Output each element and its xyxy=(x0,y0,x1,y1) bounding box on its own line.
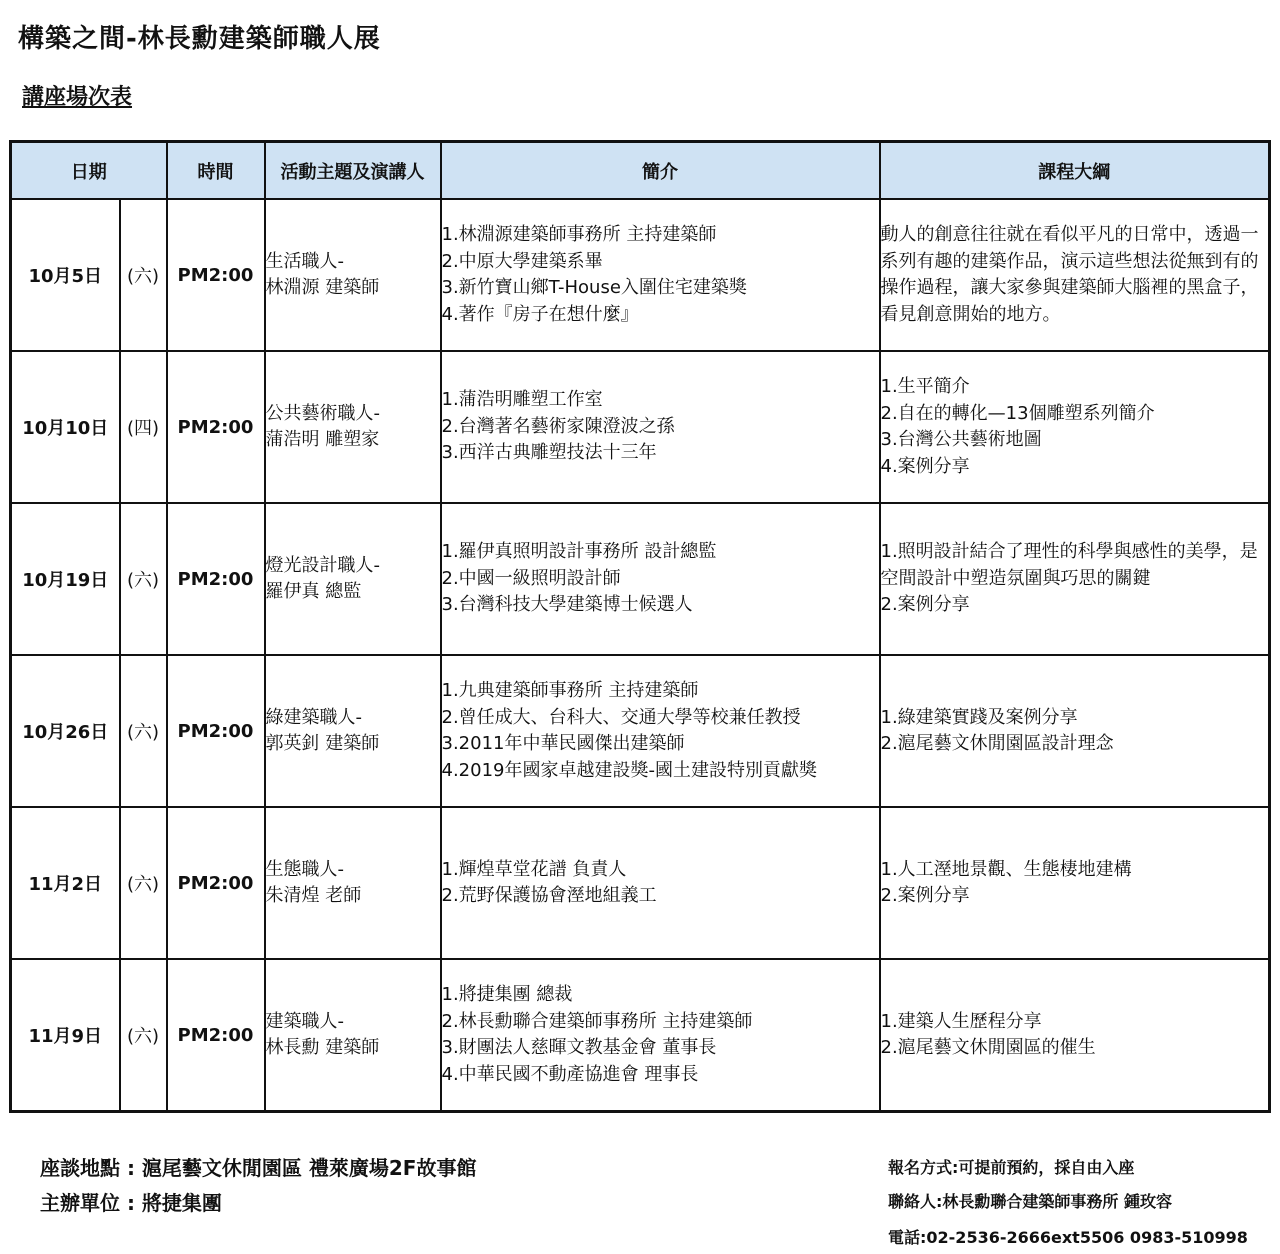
topic-line: 朱清煌 老師 xyxy=(265,885,362,906)
date-cell: 11月9日 xyxy=(11,959,120,1112)
intro-cell xyxy=(441,655,880,807)
header-intro: 簡介 xyxy=(441,142,880,200)
topic-line: 生態職人- xyxy=(265,859,344,880)
intro-line: 3.台灣科技大學建築博士候選人 xyxy=(441,594,693,616)
outline-line: 1.人工溼地景觀、生態棲地建構 xyxy=(880,858,1132,880)
page-title: 構築之間-林長勳建築師職人展 xyxy=(18,24,381,54)
intro-cell xyxy=(441,959,880,1112)
outline-cell xyxy=(880,655,1270,807)
outline-line: 2.滬尾藝文休閒園區的催生 xyxy=(880,1037,1096,1058)
date-cell: 10月26日 xyxy=(11,655,120,807)
time-cell: PM2:00 xyxy=(167,655,265,807)
intro-cell xyxy=(441,199,880,351)
time-cell: PM2:00 xyxy=(167,503,265,655)
topic-cell xyxy=(265,351,441,503)
intro-line: 2.台灣著名藝術家陳澄波之孫 xyxy=(441,415,675,437)
topic-line: 建築職人- xyxy=(265,1011,344,1032)
topic-line: 羅伊真 總監 xyxy=(265,581,362,602)
intro-cell xyxy=(441,807,880,959)
topic-line: 燈光設計職人- xyxy=(265,555,380,576)
date-cell: 10月19日 xyxy=(11,503,120,655)
outline-line: 動人的創意往往就在看似平凡的日常中，透過一系列有趣的建築作品，演示這些想法從無到有的操作過程，讓大家參與建築師大腦裡的黑盒子，看見創意開始的地方。 xyxy=(880,224,1259,325)
weekday-cell: (六) xyxy=(120,655,167,807)
time-cell: PM2:00 xyxy=(167,959,265,1112)
header-time: 時間 xyxy=(167,142,265,200)
weekday-cell: (四) xyxy=(120,351,167,503)
outline-cell xyxy=(880,503,1270,655)
topic-cell xyxy=(265,655,441,807)
topic-cell xyxy=(265,503,441,655)
outline-line: 2.自在的轉化—13個雕塑系列簡介 xyxy=(880,402,1155,424)
outline-line: 2.案例分享 xyxy=(880,594,970,616)
table-row xyxy=(11,807,1270,959)
intro-line: 1.將捷集團 總裁 xyxy=(441,984,573,1005)
weekday-cell: (六) xyxy=(120,807,167,959)
intro-line: 1.林淵源建築師事務所 主持建築師 xyxy=(441,224,717,245)
intro-line: 3.新竹寶山鄉T-House入圍住宅建築獎 xyxy=(441,277,747,298)
intro-line: 2.荒野保護協會溼地組義工 xyxy=(441,885,657,906)
outline-line: 1.建築人生歷程分享 xyxy=(880,1010,1042,1032)
intro-line: 2.曾任成大、台科大、交通大學等校兼任教授 xyxy=(441,706,801,728)
phone-info: 電話:02-2536-2666ext5506 0983-510998 xyxy=(888,1228,1248,1247)
outline-cell xyxy=(880,959,1270,1112)
outline-line: 2.案例分享 xyxy=(880,885,970,906)
outline-line: 2.滬尾藝文休閒園區設計理念 xyxy=(880,733,1114,754)
intro-line: 3.財團法人慈暉文教基金會 董事長 xyxy=(441,1037,717,1058)
intro-line: 4.中華民國不動產協進會 理事長 xyxy=(441,1063,699,1085)
table-row xyxy=(11,199,1270,351)
intro-line: 4.2019年國家卓越建設獎-國土建設特別貢獻獎 xyxy=(441,759,817,781)
intro-line: 2.中國一級照明設計師 xyxy=(441,567,621,589)
header-date: 日期 xyxy=(11,142,167,200)
intro-line: 1.九典建築師事務所 主持建築師 xyxy=(441,680,699,701)
outline-line: 1.綠建築實踐及案例分享 xyxy=(880,706,1078,728)
topic-line: 林淵源 建築師 xyxy=(265,277,380,298)
intro-line: 3.西洋古典雕塑技法十三年 xyxy=(441,442,657,464)
weekday-cell: (六) xyxy=(120,503,167,655)
header-topic: 活動主題及演講人 xyxy=(265,142,441,200)
intro-line: 1.羅伊真照明設計事務所 設計總監 xyxy=(441,541,717,563)
venue-info: 座談地點 : 滬尾藝文休閒園區 禮萊廣場2F故事館 xyxy=(40,1156,477,1180)
topic-line: 林長勳 建築師 xyxy=(265,1037,380,1058)
outline-line: 1.照明設計結合了理性的科學與感性的美學，是空間設計中塑造氛圍與巧思的關鍵 xyxy=(880,541,1258,589)
outline-cell xyxy=(880,199,1270,351)
intro-line: 4.著作『房子在想什麼』 xyxy=(441,303,639,325)
table-row xyxy=(11,351,1270,503)
topic-line: 綠建築職人- xyxy=(265,707,362,728)
table-header-row xyxy=(11,142,1270,200)
date-cell: 10月10日 xyxy=(11,351,120,503)
topic-cell xyxy=(265,807,441,959)
topic-cell xyxy=(265,959,441,1112)
header-outline: 課程大綱 xyxy=(880,142,1270,200)
date-cell: 10月5日 xyxy=(11,199,120,351)
time-cell: PM2:00 xyxy=(167,807,265,959)
weekday-cell: (六) xyxy=(120,199,167,351)
registration-info: 報名方式:可提前預約，採自由入座 xyxy=(888,1158,1135,1177)
intro-cell xyxy=(441,503,880,655)
weekday-cell: (六) xyxy=(120,959,167,1112)
topic-line: 蒲浩明 雕塑家 xyxy=(265,429,380,450)
table-row xyxy=(11,503,1270,655)
organizer-info: 主辦單位 : 將捷集團 xyxy=(40,1191,222,1215)
time-cell: PM2:00 xyxy=(167,199,265,351)
intro-line: 2.中原大學建築系畢 xyxy=(441,250,603,272)
outline-cell xyxy=(880,351,1270,503)
outline-cell xyxy=(880,807,1270,959)
contact-info: 聯絡人:林長勳聯合建築師事務所 鍾玫容 xyxy=(888,1192,1172,1211)
intro-cell xyxy=(441,351,880,503)
topic-line: 郭英釗 建築師 xyxy=(265,733,380,754)
table-row xyxy=(11,959,1270,1112)
intro-line: 2.林長勳聯合建築師事務所 主持建築師 xyxy=(441,1010,753,1032)
intro-line: 1.蒲浩明雕塑工作室 xyxy=(441,389,603,411)
time-cell: PM2:00 xyxy=(167,351,265,503)
outline-line: 1.生平簡介 xyxy=(880,376,970,397)
outline-line: 3.台灣公共藝術地圖 xyxy=(880,429,1042,450)
topic-cell xyxy=(265,199,441,351)
date-cell: 11月2日 xyxy=(11,807,120,959)
lecture-schedule-table xyxy=(9,140,1271,1113)
table-row xyxy=(11,655,1270,807)
intro-line: 1.輝煌草堂花譜 負責人 xyxy=(441,858,627,880)
topic-line: 生活職人- xyxy=(265,251,344,272)
intro-line: 3.2011年中華民國傑出建築師 xyxy=(441,733,685,754)
topic-line: 公共藝術職人- xyxy=(265,403,380,424)
outline-line: 4.案例分享 xyxy=(880,455,970,477)
table-subtitle: 講座場次表 xyxy=(22,85,133,110)
